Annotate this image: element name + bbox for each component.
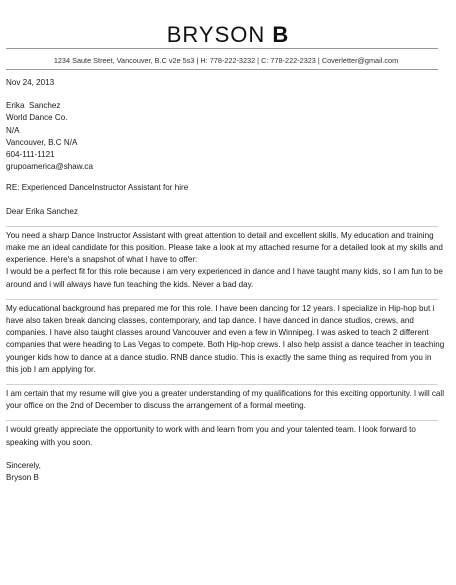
- last-initial: B: [272, 22, 290, 47]
- signature: Bryson B: [6, 473, 39, 483]
- header-top-divider: [6, 48, 438, 49]
- paragraph-divider: [6, 420, 438, 421]
- paragraph-background: My educational background has prepared me for this role. I have been dancing for 12 years. I specialize in Hip-hop but i have also taken break dancing classes, contemporary, and tap dance. I have danced in dance studios, crews, and companies. I have also taught classes around Vancouver and even a few in Winnipeg. I was asked to teach 2 different companies that were heading to Las Vegas to compete. Both Hip-hop crews. I also help assist a dance teacher in teaching younger kids how to dance at a dance studio. RNB dance studio. This is exactly the same thing as required from you in this job I am applying for.: [6, 303, 445, 374]
- salutation: Dear Erika Sanchez: [6, 206, 78, 216]
- contact-line: 1234 Saute Street, Vancouver, B.C v2e 5s3 | H: 778-222-3232 | C: 778-222-2323 | Coverletter@gmail.com: [53, 56, 399, 65]
- paragraph-divider: [6, 384, 438, 385]
- first-name: BRYSON: [166, 22, 266, 47]
- recipient-line3: N/A: [6, 125, 20, 135]
- letter-date: Nov 24, 2013: [6, 78, 55, 87]
- paragraph-closing-remarks: I would greatly appreciate the opportunity to work with and learn from you and your talented team. I look forward to speaking with you soon.: [6, 425, 416, 447]
- page-title: [0, 22, 456, 48]
- recipient-city: Vancouver, B.C N/A: [6, 137, 78, 147]
- paragraph-fit: I would be a perfect fit for this role because i am very experienced in dance and I have taught many kids, so I am fun to be around and i will always have fun teaching the kids. Never a bad day.: [6, 267, 443, 289]
- recipient-phone: 604-111-1121: [6, 150, 55, 160]
- recipient-company: World Dance Co.: [6, 113, 68, 123]
- paragraph-followup: I am certain that my resume will give you a greater understanding of my qualifications for this exciting opportunity. I will call your office on the 2nd of December to discuss the arrangement of a formal meeting.: [6, 389, 445, 411]
- closing: Sincerely,: [6, 460, 41, 470]
- header-bottom-divider: [6, 69, 438, 70]
- recipient-email: grupoamerica@shaw.ca: [6, 162, 93, 172]
- recipient-name: Erika Sanchez: [6, 101, 61, 111]
- paragraph-intro: You need a sharp Dance Instructor Assistant with great attention to detail and excellent skills. My education and training make me an ideal candidate for this position. Please take a look at my attached resume for a detailed look at my skills and experience. Here's a snapshot of what I have to offer:: [6, 230, 443, 265]
- paragraph-divider: [6, 299, 438, 300]
- subject-line: RE: Experienced DanceInstructor Assistant for hire: [6, 183, 189, 193]
- letter-body: [6, 77, 446, 484]
- paragraph-divider: [6, 226, 438, 227]
